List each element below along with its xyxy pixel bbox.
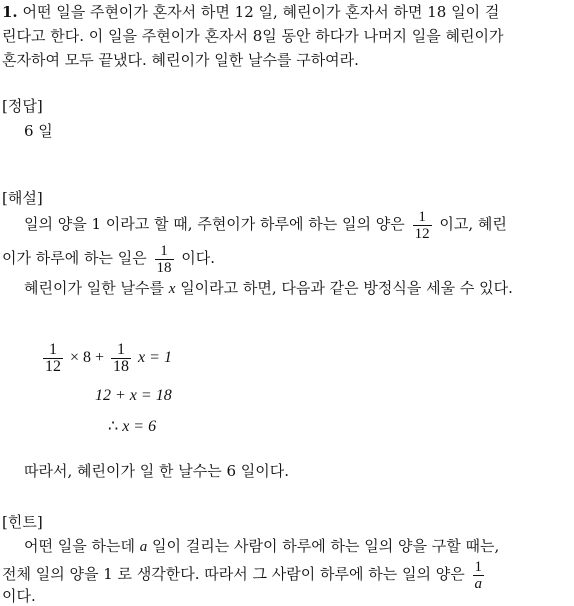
variable-a: a (139, 539, 148, 555)
hint-line-3: 이다. (2, 587, 36, 605)
fraction-numerator: 1 (474, 558, 483, 575)
fraction-denominator: 18 (113, 357, 130, 375)
fraction-1-18 (155, 243, 174, 276)
fraction-denominator: 12 (45, 357, 61, 375)
therefore-symbol: ∴ (108, 418, 119, 435)
equation-3 (108, 417, 156, 437)
hint-line-1 (24, 536, 499, 557)
equation-2: 12 + x = 18 (95, 387, 172, 404)
hint-line-2 (2, 556, 487, 592)
hint-text-2a: 전체 일의 양을 1 로 생각한다. 따라서 그 사람이 하루에 하는 일의 양은 (2, 565, 465, 583)
solution-text-3a: 혜린이가 일한 날수를 (24, 279, 164, 297)
fraction-1-12 (43, 342, 63, 375)
solution-line-3 (24, 278, 513, 299)
solution-line-1 (24, 206, 507, 242)
solution-line-2 (2, 240, 215, 276)
answer-value: 6 일 (24, 122, 53, 140)
solution-conclusion: 따라서, 혜린이가 일 한 날수는 6 일이다. (24, 462, 290, 480)
fraction-1-a (473, 559, 485, 592)
equation-3-body: x = 6 (122, 418, 157, 435)
variable-x: x (168, 281, 176, 297)
problem-number: 1. (2, 3, 18, 21)
fraction-denominator: 18 (156, 259, 172, 276)
answer-heading: [정답] (2, 97, 43, 115)
fraction-numerator: 1 (155, 243, 174, 260)
solution-text-3b: 일이라고 하면, 다음과 같은 방정식을 세울 수 있다. (180, 279, 513, 297)
solution-text-2a: 이가 하루에 하는 일은 (2, 249, 147, 267)
equation-1 (40, 340, 172, 376)
fraction-numerator: 1 (413, 209, 432, 226)
problem-line-2: 린다고 한다. 이 일을 주현이가 혼자서 8일 동안 하다가 나머지 일을 혜린이가 (2, 27, 504, 45)
problem-text-1: 어떤 일을 주현이가 혼자서 하면 12 일, 혜린이가 혼자서 하면 18 일이 걸 (22, 3, 500, 21)
solution-heading: [해설] (2, 189, 43, 207)
equation-1-mid: × 8 + (70, 349, 105, 366)
hint-text-1b: 일이 걸리는 사람이 하루에 하는 일의 양을 구할 때는, (152, 537, 500, 555)
fraction-denominator: 12 (414, 225, 430, 242)
hint-text-1a: 어떤 일을 하는데 (24, 537, 135, 555)
solution-text-2b: 이다. (181, 249, 216, 267)
fraction-1-12 (413, 209, 432, 242)
problem-line-1 (2, 2, 499, 22)
hint-heading: [힌트] (2, 513, 43, 531)
fraction-numerator: 1 (43, 342, 63, 359)
fraction-1-18 (111, 342, 131, 375)
fraction-denominator: a (474, 575, 483, 592)
solution-text-1a: 일의 양을 1 이라고 할 때, 주현이가 하루에 하는 일의 양은 (24, 215, 405, 233)
equation-1-end: x = 1 (138, 349, 172, 366)
problem-line-3: 혼자하여 모두 끝냈다. 혜린이가 일한 날수를 구하여라. (2, 51, 359, 69)
solution-text-1b: 이고, 혜린 (439, 215, 507, 233)
fraction-numerator: 1 (111, 342, 131, 359)
